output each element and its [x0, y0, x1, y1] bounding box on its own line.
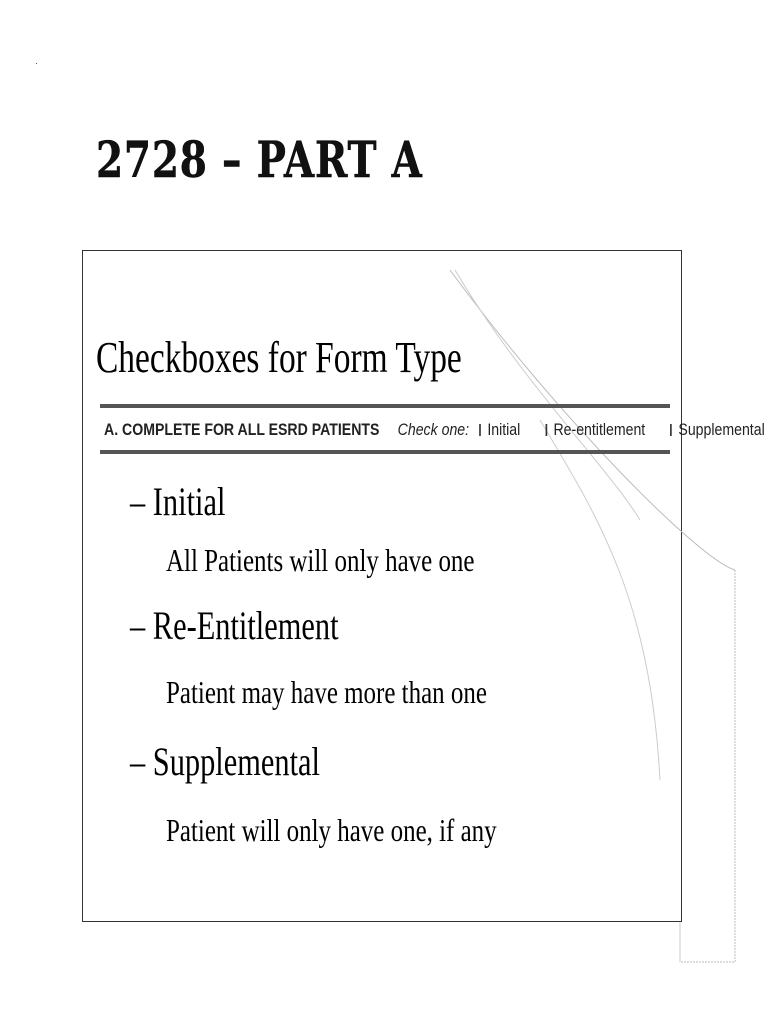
corner-mark — [36, 63, 37, 64]
bullet-re-entitlement: – Re-Entitlement — [130, 603, 339, 648]
strip-bottom-rule — [100, 450, 670, 454]
option-supplemental: Supplemental — [678, 420, 765, 439]
bullet-initial: – Initial — [130, 479, 226, 524]
strip-heading: A. COMPLETE FOR ALL ESRD PATIENTS — [104, 420, 380, 439]
checkbox-re-entitlement[interactable] — [545, 424, 547, 436]
option-re-entitlement: Re-entitlement — [553, 420, 646, 439]
checkbox-supplemental[interactable] — [670, 424, 672, 436]
detail-re-entitlement: Patient may have more than one — [166, 674, 487, 710]
strip-row — [104, 418, 765, 442]
option-initial: Initial — [487, 420, 521, 439]
strip-top-rule — [100, 404, 670, 408]
slide-subtitle: Checkboxes for Form Type — [96, 333, 462, 382]
slide-title: 2728 – PART A — [96, 130, 423, 189]
detail-supplemental: Patient will only have one, if any — [166, 812, 497, 848]
strip-check-label: Check one: — [397, 420, 470, 439]
checkbox-initial[interactable] — [479, 424, 481, 436]
detail-initial: All Patients will only have one — [166, 542, 475, 578]
bullet-supplemental: – Supplemental — [130, 739, 320, 784]
form-strip-image — [100, 404, 765, 454]
